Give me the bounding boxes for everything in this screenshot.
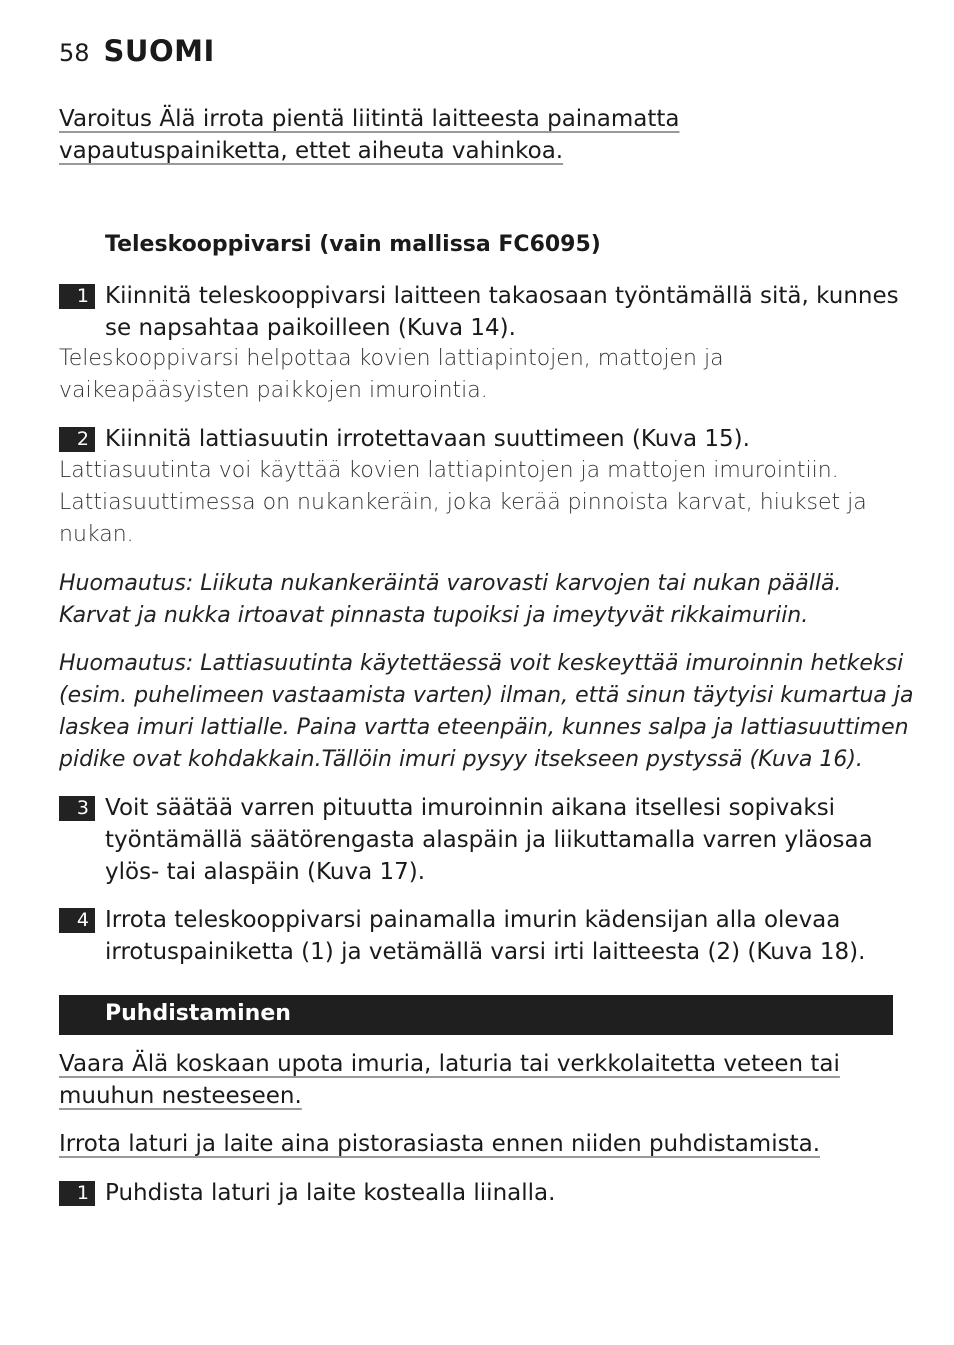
warning-line: Varoitus Älä irrota pientä liitintä laitteesta painamatta	[59, 106, 680, 132]
language-title: SUOMI	[103, 34, 215, 68]
note-paragraph	[59, 648, 914, 776]
step-number: 2	[59, 427, 95, 452]
danger-text	[59, 1048, 840, 1112]
step-1	[59, 280, 899, 344]
step-number: 4	[59, 908, 95, 933]
page-header	[59, 34, 215, 68]
note-line: (esim. puhelimeen vastaamista varten) ilman, että sinun täytyisi kumartua ja	[59, 683, 914, 708]
warning-text	[59, 103, 679, 167]
note-line: Karvat ja nukka irtoavat pinnasta tupoiksi ja imeytyvät rikkaimuriin.	[59, 603, 809, 628]
section-header-band	[59, 995, 893, 1035]
body-line: Teleskooppivarsi helpottaa kovien lattiapintojen, mattojen ja	[59, 346, 724, 371]
note-line: Huomautus: Liikuta nukankeräintä varovasti karvojen tai nukan päällä.	[59, 571, 842, 596]
step-text	[105, 792, 899, 888]
step-line: Kiinnitä teleskooppivarsi laitteen takaosaan työntämällä sitä, kunnes	[105, 283, 899, 309]
step-number: 1	[59, 1181, 95, 1206]
page-number: 58	[59, 39, 90, 67]
step-line: työntämällä säätörengasta alaspäin ja liikuttamalla varren yläosaa	[105, 827, 873, 853]
step-line: Irrota teleskooppivarsi painamalla imurin kädensijan alla olevaa	[105, 907, 841, 933]
note-line: Huomautus: Lattiasuutinta käytettäessä voit keskeyttää imuroinnin hetkeksi	[59, 651, 904, 676]
body-paragraph	[59, 343, 724, 407]
body-line: nukan.	[59, 522, 134, 547]
note-line: pidike ovat kohdakkain.Tällöin imuri pysyy itsekseen pystyssä (Kuva 16).	[59, 747, 863, 772]
step-text	[105, 280, 899, 344]
body-line: Lattiasuuttimessa on nukankeräin, joka kerää pinnoista karvat, hiukset ja	[59, 490, 867, 515]
section-title-cleaning: Puhdistaminen	[105, 1001, 291, 1026]
step-4	[59, 904, 899, 968]
step-2	[59, 423, 899, 455]
step-line: ylös- tai alaspäin (Kuva 17).	[105, 859, 426, 885]
caution-text: Irrota laturi ja laite aina pistorasiasta ennen niiden puhdistamista.	[59, 1131, 820, 1157]
danger-line: muuhun nesteeseen.	[59, 1083, 302, 1109]
step-text: Kiinnitä lattiasuutin irrotettavaan suuttimeen (Kuva 15).	[105, 426, 750, 452]
note-line: laskea imuri lattialle. Paina vartta eteenpäin, kunnes salpa ja lattiasuuttimen	[59, 715, 909, 740]
step-3	[59, 792, 899, 888]
step-number: 3	[59, 796, 95, 821]
step-line: se napsahtaa paikoilleen (Kuva 14).	[105, 315, 516, 341]
danger-line: Vaara Älä koskaan upota imuria, laturia tai verkkolaitetta veteen tai	[59, 1051, 840, 1077]
note-paragraph	[59, 568, 841, 632]
step-line: irrotuspainiketta (1) ja vetämällä varsi irti laitteesta (2) (Kuva 18).	[105, 939, 866, 965]
section-title-telescopic: Teleskooppivarsi (vain mallissa FC6095)	[105, 232, 601, 257]
body-line: vaikeapääsyisten paikkojen imurointia.	[59, 378, 488, 403]
step-text	[105, 904, 899, 968]
step-line: Voit säätää varren pituutta imuroinnin aikana itsellesi sopivaksi	[105, 795, 836, 821]
step-text: Puhdista laturi ja laite kostealla liinalla.	[105, 1180, 556, 1206]
warning-line: vapautuspainiketta, ettet aiheuta vahinkoa.	[59, 138, 564, 164]
body-line: Lattiasuutinta voi käyttää kovien lattiapintojen ja mattojen imurointiin.	[59, 458, 839, 483]
cleaning-step-1	[59, 1177, 899, 1209]
step-number: 1	[59, 284, 95, 309]
body-paragraph	[59, 455, 867, 551]
